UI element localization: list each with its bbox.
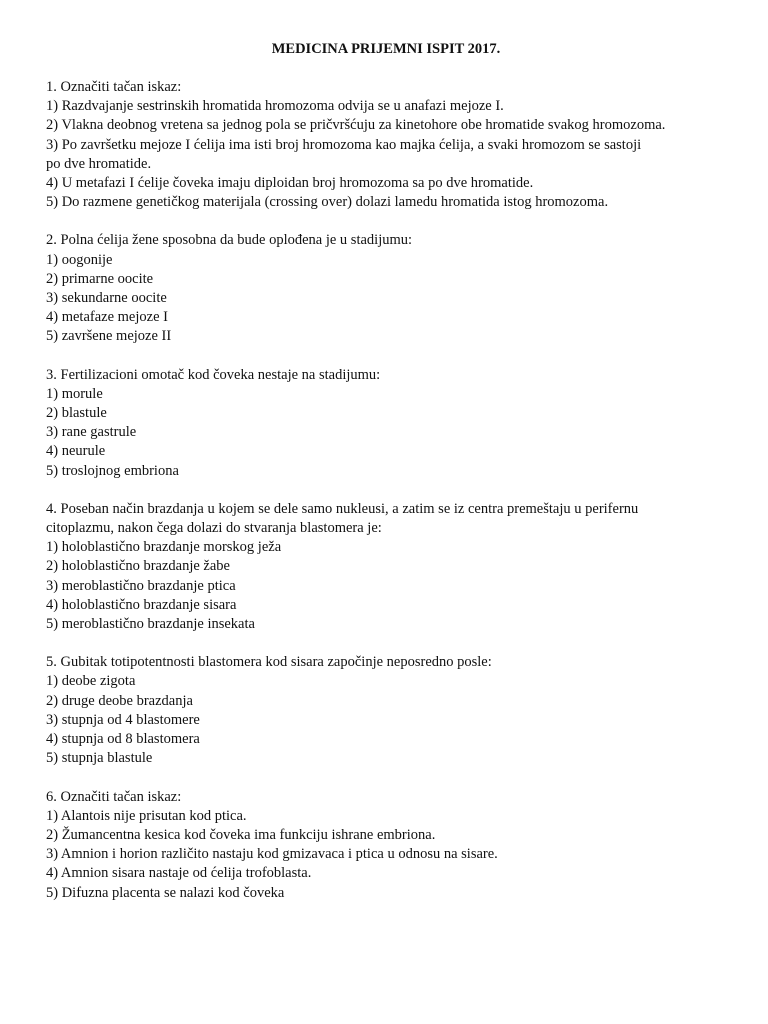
question-4-option-3: 3) meroblastično brazdanje ptica <box>46 577 236 594</box>
question-4-option-4: 4) holoblastično brazdanje sisara <box>46 596 237 613</box>
question-2-prompt: 2. Polna ćelija žene sposobna da bude oplođena je u stadijumu: <box>46 232 413 249</box>
question-1-option-5: 5) Do razmene genetičkog materijala (crossing over) dolazi lamedu hromatida istog hromozoma. <box>46 194 609 211</box>
question-4-option-5: 5) meroblastično brazdanje insekata <box>46 616 255 633</box>
question-3 <box>46 366 736 481</box>
question-1-option-2: 2) Vlakna deobnog vretena sa jednog pola se pričvršćuju za kinetohore obe hromatide svakog hromozoma. <box>46 117 666 134</box>
question-5-option-3: 3) stupnja od 4 blastomere <box>46 711 200 728</box>
question-4-option-2: 2) holoblastično brazdanje žabe <box>46 558 230 575</box>
question-2-option-5: 5) završene mejoze II <box>46 328 172 345</box>
question-3-option-5: 5) troslojnog embriona <box>46 462 179 479</box>
question-6-option-4: 4) Amnion sisara nastaje od ćelija trofoblasta. <box>46 865 312 882</box>
question-3-prompt: 3. Fertilizacioni omotač kod čoveka nestaje na stadijumu: <box>46 366 381 383</box>
question-4-prompt: 4. Poseban način brazdanja u kojem se dele samo nukleusi, a zatim se iz centra premeštaju u perifernu <box>46 500 639 517</box>
question-4-prompt-continued: citoplazmu, nakon čega dolazi do stvaranja blastomera je: <box>46 520 382 537</box>
question-3-option-4: 4) neurule <box>46 443 106 460</box>
question-1-option-1: 1) Razdvajanje sestrinskih hromatida hromozoma odvija se u anafazi mejoze I. <box>46 98 504 115</box>
question-3-option-3: 3) rane gastrule <box>46 424 137 441</box>
question-2-option-3: 3) sekundarne oocite <box>46 290 167 307</box>
question-5 <box>46 653 736 768</box>
question-2-option-1: 1) oogonije <box>46 251 113 268</box>
question-4-option-1: 1) holoblastično brazdanje morskog ježa <box>46 539 282 556</box>
question-5-option-1: 1) deobe zigota <box>46 673 136 690</box>
question-4 <box>46 500 736 634</box>
question-1-prompt: 1. Označiti tačan iskaz: <box>46 79 182 95</box>
question-6-option-2: 2) Žumancentna kesica kod čoveka ima funkciju ishrane embriona. <box>46 826 436 843</box>
question-1-option-3-continued: po dve hromatide. <box>46 155 152 172</box>
question-6-option-5: 5) Difuzna placenta se nalazi kod čoveka <box>46 884 285 901</box>
document-page <box>46 40 736 922</box>
question-6-option-1: 1) Alantois nije prisutan kod ptica. <box>46 807 247 824</box>
question-5-option-4: 4) stupnja od 8 blastomera <box>46 731 200 748</box>
question-2 <box>46 231 736 346</box>
question-5-option-2: 2) druge deobe brazdanja <box>46 692 193 709</box>
question-1 <box>46 78 736 212</box>
question-1-option-3: 3) Po završetku mejoze I ćelija ima isti broj hromozoma kao majka ćelija, a svaki hromozom se sastoji <box>46 136 642 153</box>
question-2-option-4: 4) metafaze mejoze I <box>46 309 168 326</box>
question-3-option-1: 1) morule <box>46 385 103 402</box>
question-6-prompt: 6. Označiti tačan iskaz: <box>46 788 182 805</box>
question-2-option-2: 2) primarne oocite <box>46 270 154 287</box>
question-6-option-3: 3) Amnion i horion različito nastaju kod gmizavaca i ptica u odnosu na sisare. <box>46 846 498 863</box>
question-1-option-4: 4) U metafazi I ćelije čoveka imaju diploidan broj hromozoma sa po dve hromatide. <box>46 175 534 192</box>
question-3-option-2: 2) blastule <box>46 405 107 422</box>
question-5-option-5: 5) stupnja blastule <box>46 750 153 767</box>
question-5-prompt: 5. Gubitak totipotentnosti blastomera kod sisara započinje neposredno posle: <box>46 654 492 671</box>
document-title: MEDICINA PRIJEMNI ISPIT 2017. <box>271 41 501 57</box>
question-6 <box>46 788 736 903</box>
